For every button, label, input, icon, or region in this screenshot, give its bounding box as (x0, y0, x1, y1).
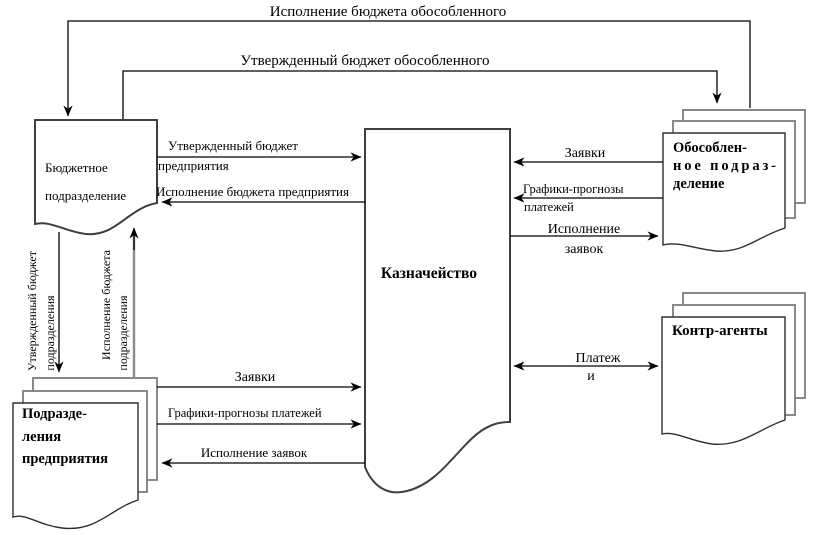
edge-label-execution-budget-enterprise: Исполнение бюджета предприятия (156, 184, 349, 199)
edge-label-execution-requests-lower: Исполнение заявок (200, 445, 308, 460)
node-counterparties (662, 293, 805, 444)
edge-label-execution-requests-upper-line1: Исполнение (547, 222, 621, 237)
edge-label-execution-requests-upper-line2: заявок (564, 242, 604, 257)
edge-label-requests-lower: Заявки (234, 370, 276, 385)
edge-label-schedules-upper-line2: платежей (524, 200, 574, 214)
node-separate-division (663, 110, 805, 251)
edge-label-execution-budget-division-line2: подразделения (116, 295, 130, 371)
edge-label-schedules-lower: Графики-прогнозы платежей (168, 406, 322, 420)
edge-label-approved-budget-enterprise-line1: Утвержденный бюджет (168, 138, 298, 153)
edge-label-requests-upper: Заявки (564, 146, 606, 161)
edge-label-approved-budget-separate: Утвержденный бюджет обособленного (240, 53, 490, 69)
node-counterparties-label: Контр-агенты (672, 323, 768, 339)
node-enterprise-divisions-line1: Подразде- (22, 406, 87, 422)
node-separate-division-line1: Обособлен- (673, 140, 747, 156)
node-budget-department (35, 120, 157, 234)
edge-approved-budget-separate (123, 71, 717, 120)
node-enterprise-divisions-line2: ления (22, 429, 62, 445)
edge-label-payment-line1: Платеж (575, 351, 621, 366)
edge-label-payment-line2: и (587, 369, 595, 384)
node-budget-department-line1: Бюджетное (45, 160, 108, 175)
node-budget-department-line2: подразделение (45, 188, 127, 203)
node-treasury (365, 129, 510, 492)
node-separate-division-line2: ное подраз- (673, 158, 776, 174)
edge-label-execution-budget-separate: Исполнение бюджета обособленного (269, 4, 507, 20)
edge-label-schedules-upper-line1: Графики-прогнозы (523, 182, 624, 196)
edge-label-approved-budget-enterprise-line2: предприятия (158, 158, 229, 173)
node-enterprise-divisions-line3: предприятия (22, 451, 108, 467)
edge-label-approved-budget-division-line2: подразделения (43, 295, 57, 371)
edge-label-approved-budget-division-line1: Утвержденный бюджет (25, 251, 39, 371)
node-treasury-label: Казначейство (380, 265, 478, 282)
node-separate-division-line3: деление (673, 176, 725, 192)
edge-label-execution-budget-division-line1: Исполнение бюджета (99, 250, 113, 360)
node-enterprise-divisions (13, 378, 157, 528)
